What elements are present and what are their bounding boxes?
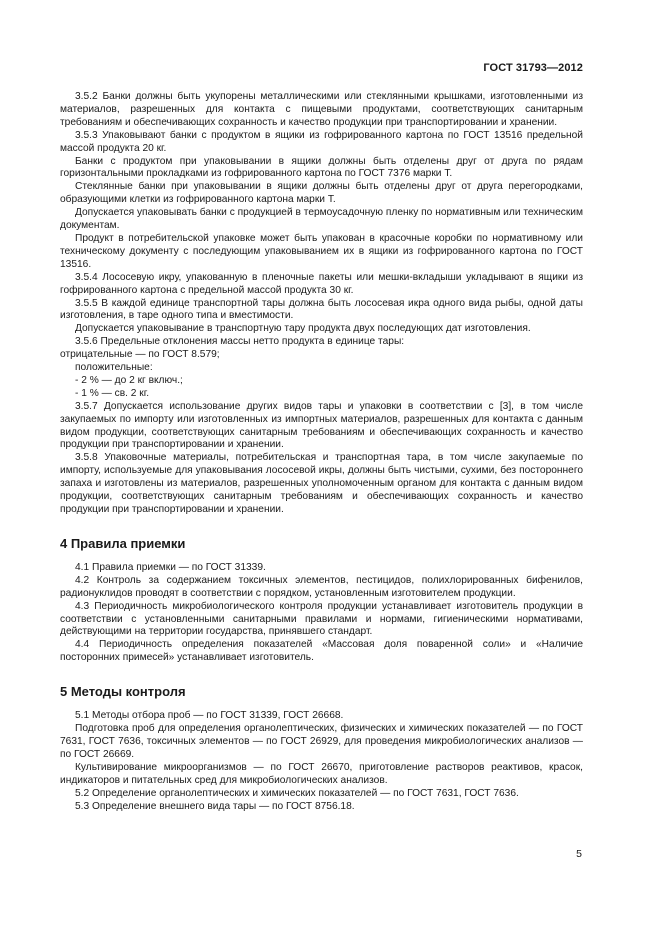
section-heading: 5 Методы контроля xyxy=(60,684,186,700)
list-item: - 1 % — св. 2 кг. xyxy=(75,387,150,399)
paragraph: Допускается упаковывать банки с продукцией в термоусадочную пленку по нормативным или техническим документам. xyxy=(60,207,583,232)
paragraph: Продукт в потребительской упаковке может быть упакован в красочные коробки по нормативному или техническому документу с последующим упаковыванием их в ящики из гофрированного картона по ГОСТ 13516. xyxy=(60,232,583,270)
paragraph: отрицательные — по ГОСТ 8.579; xyxy=(60,349,220,361)
paragraph: 3.5.2 Банки должны быть укупорены металлическими или стеклянными крышками, изготовленными из материалов, разрешенных для контакта с пищевыми продуктами, соответствующих санитарным требованиям и обеспечивающих сохранность и качество продукции при транспортировании и хранении. xyxy=(60,91,583,128)
paragraph: 3.5.4 Лососевую икру, упакованную в пленочные пакеты или мешки-вкладыши укладывают в ящики из гофрированного картона с предельной массой продукта 30 кг. xyxy=(60,271,583,296)
paragraph: 3.5.6 Предельные отклонения массы нетто продукта в единице тары: xyxy=(75,336,405,348)
section-heading: 4 Правила приемки xyxy=(60,535,186,551)
document-code: ГОСТ 31793—2012 xyxy=(483,62,583,74)
paragraph: 3.5.5 В каждой единице транспортной тары должна быть лососевая икра одного вида рыбы, одной даты изготовления, в таре одного типа и вместимости. xyxy=(60,297,583,322)
paragraph: Культивирование микроорганизмов — по ГОСТ 26670, приготовление растворов реактивов, красок, индикаторов и питательных сред для микробиологических анализов. xyxy=(60,761,583,786)
paragraph: Стеклянные банки при упаковывании в ящики должны быть отделены друг от друга перегородками, образующими клетки из гофрированного картона марки Т. xyxy=(60,181,583,206)
paragraph: 4.1 Правила приемки — по ГОСТ 31339. xyxy=(75,561,266,573)
paragraph: 5.2 Определение органолептических и химических показателей — по ГОСТ 7631, ГОСТ 7636. xyxy=(75,787,519,799)
paragraph: Подготовка проб для определения органолептических, физических и химических показателей — по ГОСТ 7631, ГОСТ 7636, токсичных элементов — по ГОСТ 26929, для проведения микробиологических анализов — по ГОСТ 26669. xyxy=(60,723,583,760)
paragraph: 4.2 Контроль за содержанием токсичных элементов, пестицидов, полихлорированных бифенилов, радионуклидов проводят в соответствии с порядком, установленным изготовителем продукции. xyxy=(60,574,583,599)
paragraph: Банки с продуктом при упаковывании в ящики должны быть отделены друг от друга по рядам горизонтальными прокладками из гофрированного картона по ГОСТ 7376 марки Т. xyxy=(60,155,583,180)
paragraph: 3.5.3 Упаковывают банки с продуктом в ящики из гофрированного картона по ГОСТ 13516 предельной массой продукта 20 кг. xyxy=(60,129,583,154)
paragraph: Допускается упаковывание в транспортную тару продукта двух последующих дат изготовления. xyxy=(75,323,531,335)
paragraph: 3.5.8 Упаковочные материалы, потребительская и транспортная тара, в том числе закупаемые по импорту, используемые для упаковывания лососевой икры, должны быть чистыми, сухими, без постороннего запаха и изготовлены из материалов, разрешенных уполномоченным органом для контакта с данным видом продукции, соответствующих санитарным требованиям и обеспечивающих сохранность и качество продукции при транспортировании и хранении. xyxy=(60,452,583,515)
paragraph: положительные: xyxy=(75,362,153,374)
document-body xyxy=(60,91,583,813)
paragraph: 4.3 Периодичность микробиологического контроля продукции устанавливает изготовитель продукции в соответствии с установленными санитарными правилами и нормами, гигиеническими нормативами, действующими на территории государства, принявшего стандарт. xyxy=(60,600,583,638)
paragraph: 3.5.7 Допускается использование других видов тары и упаковки в соответствии с [3], в том числе закупаемых по импорту или изготовленных из импортных материалов, разрешенных для контакта с данным видом продукции, соответствующих санитарным требованиям и обеспечивающих сохранность и качество продукции при транспортировании и хранении. xyxy=(60,400,583,451)
paragraph: 5.1 Методы отбора проб — по ГОСТ 31339, ГОСТ 26668. xyxy=(75,710,344,722)
paragraph: 5.3 Определение внешнего вида тары — по ГОСТ 8756.18. xyxy=(75,800,355,812)
paragraph: 4.4 Периодичность определения показателей «Массовая доля поваренной соли» и «Наличие посторонних примесей» устанавливает изготовитель. xyxy=(60,639,583,664)
list-item: - 2 % — до 2 кг включ.; xyxy=(75,374,183,386)
page-number: 5 xyxy=(576,848,582,860)
